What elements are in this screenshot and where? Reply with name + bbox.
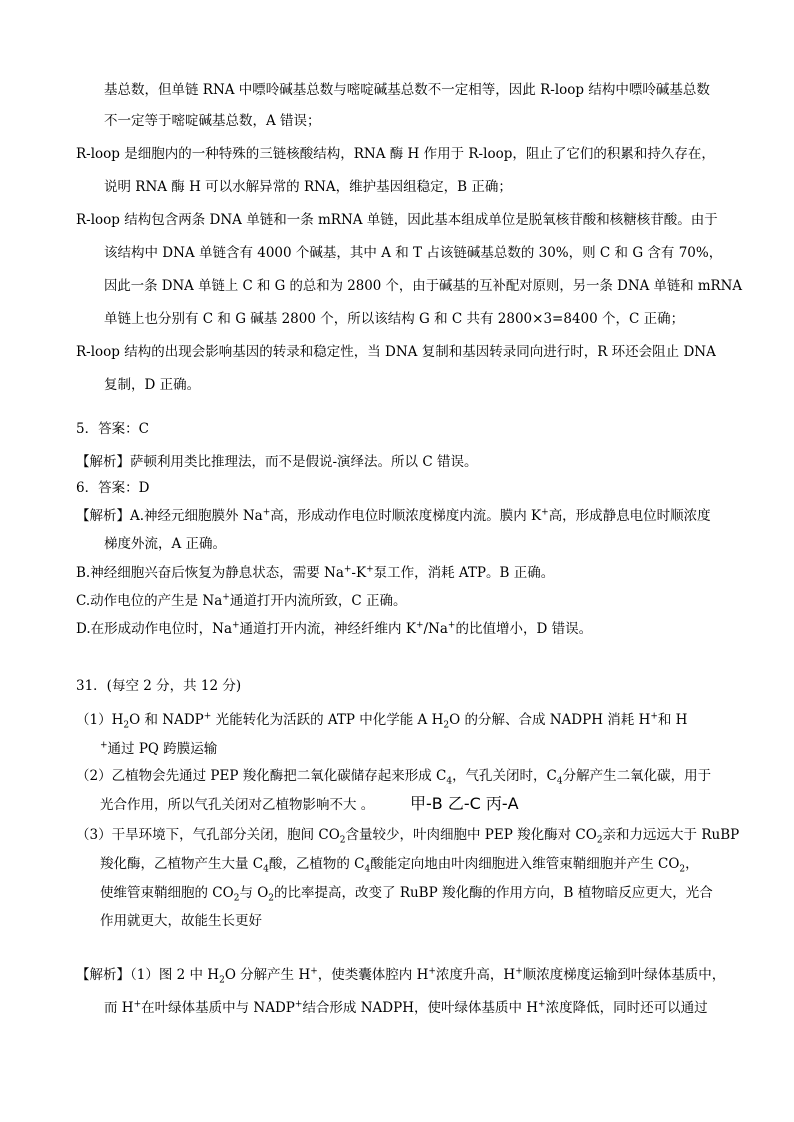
- answer-5: 5．答案：C: [76, 421, 149, 437]
- text-line: 不一定等于嘧啶碱基总数，A 错误；: [104, 113, 321, 129]
- text-line: R-loop 结构包含两条 DNA 单链和一条 mRNA 单链，因此基本组成单位是脱氧核苷酸和核糖核苷酸。由于: [76, 212, 718, 228]
- explanation-6-c: C.动作电位的产生是 Na+通道打开内流所致，C 正确。: [76, 592, 407, 609]
- answer-31-2-matching: 甲-B 乙-C 丙-A: [410, 794, 519, 813]
- explanation-31: 【解析】（1）图 2 中 $H_2O$ 分解产生 H+，使类囊体腔内 H+浓度升高，H+顺浓度梯度运输到叶绿体基质中，: [76, 966, 726, 986]
- text-line: 复制，D 正确。: [104, 377, 201, 393]
- text-line: 说明 RNA 酶 H 可以水解异常的 RNA，维护基因组稳定，B 正确；: [104, 179, 512, 195]
- text-line: R-loop 是细胞内的一种特殊的三链核酸结构，RNA 酶 H 作用于 R-loop，阻止了它们的积累和持久存在，: [76, 146, 715, 162]
- text-line: 该结构中 DNA 单链含有 4000 个碱基，其中 A 和 T 占该链碱基总数的 30%，则 C 和 G 含有 70%，: [104, 245, 723, 261]
- answer-31-2: （2）乙植物会先通过 PEP 羧化酶把二氧化碳储存起来形成 $C_4$，气孔关闭时，$C_4$分解产生二氧化碳，用于: [76, 768, 712, 787]
- explanation-6-a: 【解析】A.神经元细胞膜外 Na+高，形成动作电位时顺浓度梯度内流。膜内 K+高，形成静息电位时顺浓度: [76, 507, 711, 524]
- text-line: 梯度外流，A 正确。: [104, 536, 227, 552]
- text-line: 羧化酶，乙植物产生大量 $C_4$酸，乙植物的 $C_4$酸能定向地由叶肉细胞进入维管束鞘细胞并产生 $CO_2$，: [100, 856, 699, 875]
- text-line: 而 H+在叶绿体基质中与 NADP+结合形成 NADPH，使叶绿体基质中 H+浓度降低，同时还可以通过: [104, 999, 708, 1016]
- text-line: 单链上也分别有 C 和 G 碱基 2800 个，所以该结构 G 和 C 共有 2800×3=8400 个，C 正确；: [104, 311, 685, 327]
- text-line: +通过 PQ 跨膜运输: [100, 740, 218, 757]
- text-line: 因此一条 DNA 单链上 C 和 G 的总和为 2800 个，由于碱基的互补配对原则，另一条 DNA 单链和 mRNA: [104, 278, 742, 294]
- explanation-6-d: D.在形成动作电位时，Na+通道打开内流，神经纤维内 K+/Na+的比值增小，D 错误。: [76, 620, 593, 637]
- text-line: 基总数，但单链 RNA 中嘌呤碱基总数与嘧啶碱基总数不一定相等，因此 R-loop 结构中嘌呤碱基总数: [104, 82, 710, 98]
- text-line: 作用就更大，故能生长更好: [100, 913, 262, 929]
- explanation-6-b: B.神经细胞兴奋后恢复为静息状态，需要 Na+-K+泵工作，消耗 ATP。B 正确。: [76, 564, 555, 581]
- text-line: 使维管束鞘细胞的 $CO_2$与 $O_2$的比率提高，改变了 RuBP 羧化酶的作用方向，B 植物暗反应更大，光合: [100, 885, 713, 904]
- answer-31-3: （3）干旱环境下，气孔部分关闭，胞间 $CO_2$含量较少，叶肉细胞中 PEP 羧化酶对 $CO_2$亲和力远远大于 RuBP: [76, 827, 740, 846]
- question-31-header: 31．(每空 2 分，共 12 分): [76, 678, 242, 694]
- answer-6: 6．答案：D: [76, 480, 150, 496]
- explanation-5: 【解析】萨顿利用类比推理法，而不是假说-演绎法。所以 C 错误。: [76, 454, 478, 470]
- text-line: 光合作用，所以气孔关闭对乙植物影响不大 。: [100, 797, 375, 813]
- answer-31-1: $(1)H_2O$ 和 NADP+ 光能转化为活跃的 ATP 中化学能 A $H_2O$ 的分解、合成 NADPH 消耗 H+和 H: [76, 711, 688, 731]
- text-line: R-loop 结构的出现会影响基因的转录和稳定性，当 DNA 复制和基因转录同向进行时，R 环还会阻止 DNA: [76, 344, 716, 360]
